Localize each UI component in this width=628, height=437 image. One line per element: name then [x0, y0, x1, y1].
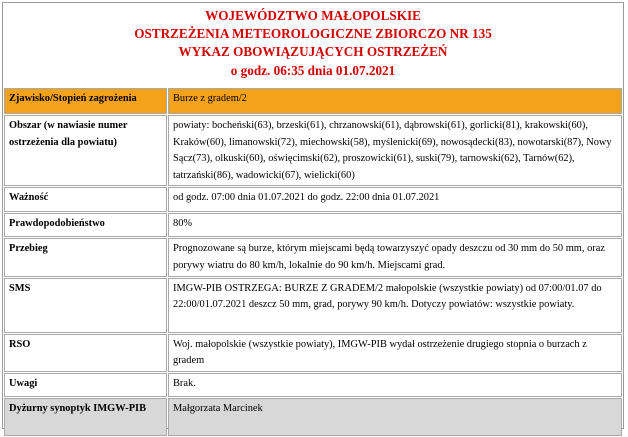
- row-label-validity: Ważność: [4, 187, 167, 212]
- table-row: [4, 238, 622, 276]
- table-row: [4, 213, 622, 237]
- row-value-course: Prognozowane są burze, którym miejscami będą towarzyszyć opady deszczu od 30 mm do 50 mm, oraz porywy wiatru do 80 km/h, lokalnie do 90 km/h. Miejscami grad.: [168, 238, 622, 276]
- table-row: [4, 278, 622, 333]
- header-bulletin-number: OSTRZEŻENIA METEOROLOGICZNE ZBIORCZO NR 135: [134, 26, 492, 42]
- table-row: [4, 187, 622, 212]
- table-row: [4, 88, 622, 114]
- row-label-probability: Prawdopodobieństwo: [4, 213, 167, 237]
- table-row: [4, 115, 622, 186]
- row-value-validity: od godz. 07:00 dnia 01.07.2021 do godz. 22:00 dnia 01.07.2021: [168, 187, 622, 212]
- row-value-area: powiaty: bocheński(63), brzeski(61), chrzanowski(61), dąbrowski(61), gorlicki(81), krakowski(60), Kraków(60), limanowski(72), miechowski(58), myślenicki(69), nowosądecki(83), nowotarski(87), Nowy Sącz(73), olkuski(60), oświęcimski(62), proszowicki(61), suski(79), tarnowski(62), Tarnów(62), tatrzański(86), wadowicki(67), wielicki(60): [168, 115, 622, 186]
- row-label-area: Obszar (w nawiasie numer ostrzeżenia dla powiatu): [4, 115, 167, 186]
- row-value-rso: Woj. małopolskie (wszystkie powiaty), IMGW-PIB wydał ostrzeżenie drugiego stopnia o burzach z gradem: [168, 334, 622, 372]
- row-value-remarks: Brak.: [168, 373, 622, 397]
- table-row: [4, 334, 622, 372]
- header-timestamp: o godz. 06:35 dnia 01.07.2021: [230, 62, 396, 78]
- row-label-sms: SMS: [4, 278, 167, 333]
- document-header: [3, 3, 623, 87]
- row-label-phenomenon: Zjawisko/Stopień zagrożenia: [4, 88, 167, 114]
- header-list-title: WYKAZ OBOWIĄZUJĄCYCH OSTRZEŻEŃ: [178, 44, 448, 60]
- row-value-phenomenon: Burze z gradem/2: [168, 88, 622, 114]
- row-value-forecaster: Małgorzata Marcinek: [168, 398, 622, 436]
- row-label-forecaster: Dyżurny synoptyk IMGW-PIB: [4, 398, 167, 436]
- row-label-rso: RSO: [4, 334, 167, 372]
- warning-document: [2, 2, 624, 429]
- row-value-probability: 80%: [168, 213, 622, 237]
- table-row: [4, 398, 622, 436]
- row-value-sms: IMGW-PIB OSTRZEGA: BURZE Z GRADEM/2 małopolskie (wszystkie powiaty) od 07:00/01.07 do 22:00/01.07.2021 deszcz 50 mm, grad, porywy 90 km/h. Dotyczy powiatów: wszystkie powiaty.: [168, 278, 622, 333]
- header-region: WOJEWÓDZTWO MAŁOPOLSKIE: [205, 8, 421, 23]
- warning-table: [3, 87, 623, 437]
- row-label-remarks: Uwagi: [4, 373, 167, 397]
- table-row: [4, 373, 622, 397]
- row-label-course: Przebieg: [4, 238, 167, 276]
